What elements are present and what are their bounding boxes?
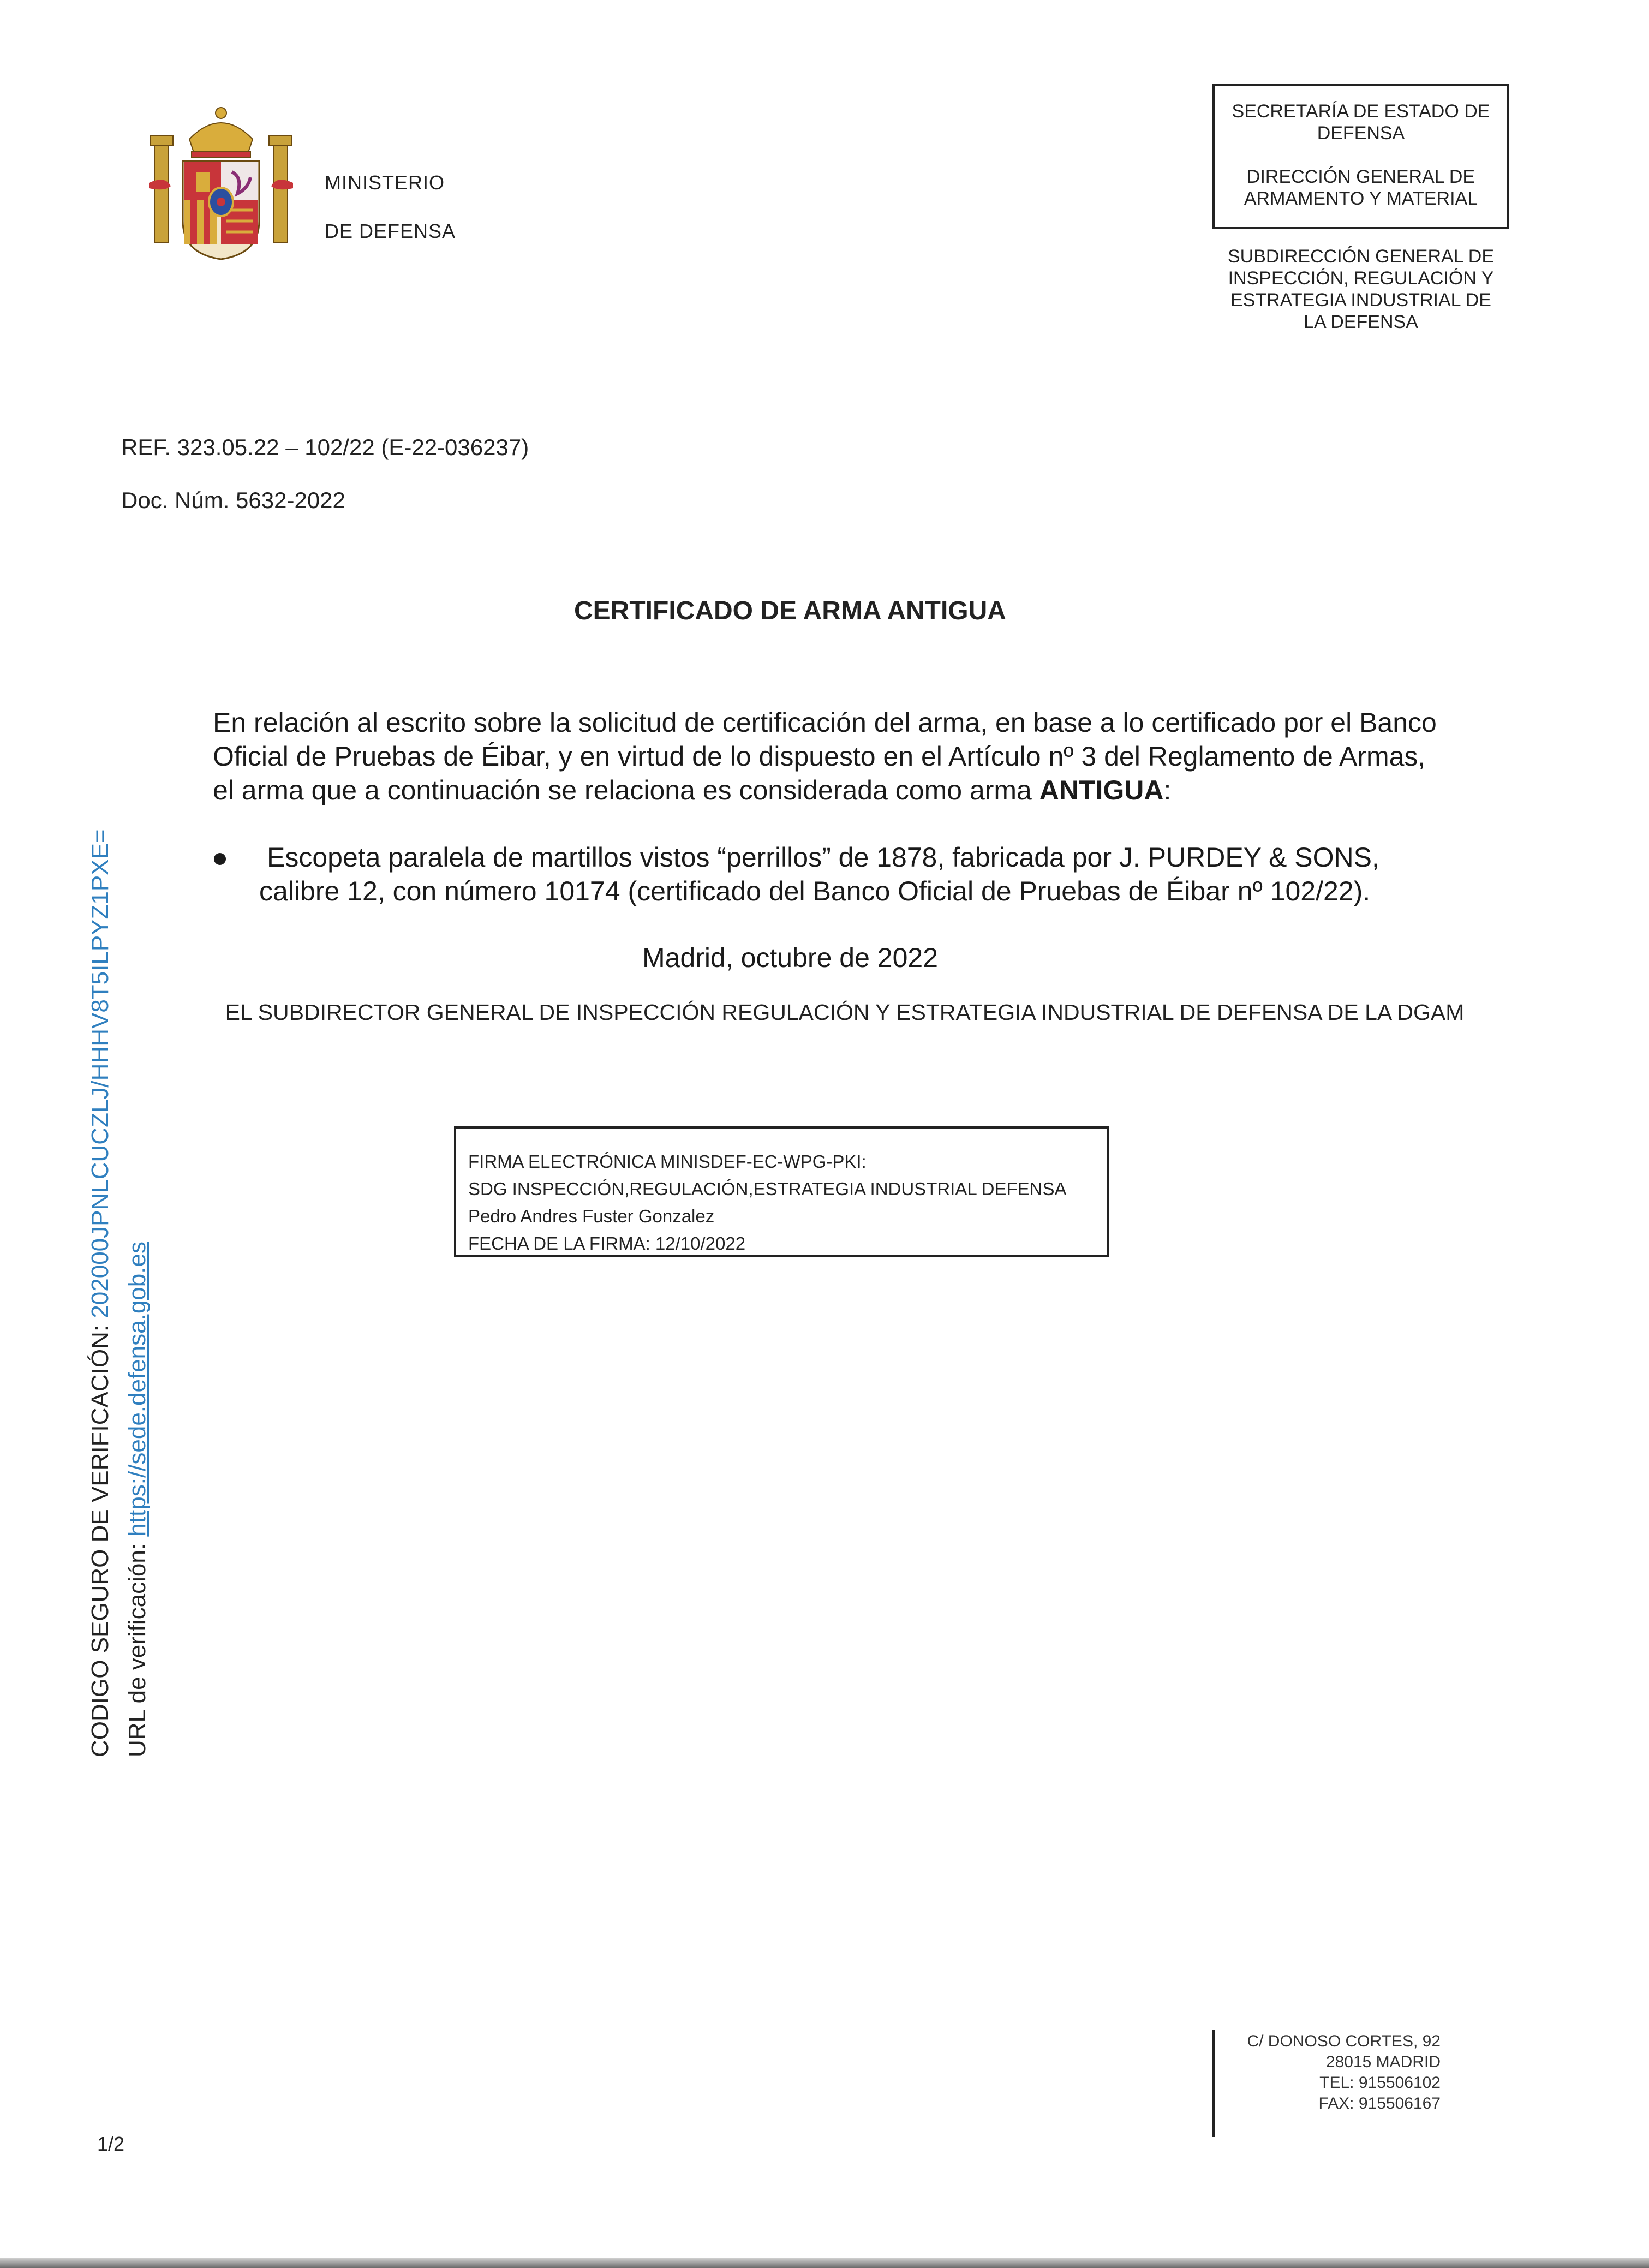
subdir-line: SUBDIRECCIÓN GENERAL DE [1227, 246, 1495, 267]
header-box-line: ARMAMENTO Y MATERIAL [1244, 188, 1478, 209]
header-box-line: DEFENSA [1317, 123, 1405, 144]
body-paragraph-end: : [1163, 775, 1172, 805]
place-and-date: Madrid, octubre de 2022 [642, 942, 939, 973]
header-box-line: DIRECCIÓN GENERAL DE [1246, 166, 1475, 187]
address-line: 28015 MADRID [1325, 2053, 1441, 2071]
coat-of-arms-logo [145, 101, 297, 270]
subdir-line: ESTRATEGIA INDUSTRIAL DE [1230, 290, 1491, 311]
address-line: C/ DONOSO CORTES, 92 [1247, 2032, 1441, 2050]
bullet-icon [214, 853, 226, 865]
reference-number: REF. 323.05.22 – 102/22 (E-22-036237) [121, 434, 529, 460]
verification-stamp [82, 829, 156, 1757]
body-paragraph [213, 706, 1446, 807]
signature-line: SDG INSPECCIÓN,REGULACIÓN,ESTRATEGIA INDUSTRIAL DEFENSA [468, 1179, 1067, 1199]
weapon-description-item: Escopeta paralela de martillos vistos “perrillos” de 1878, fabricada por J. PURDEY & SONS, calibre 12, con número 10174 (certificado del Banco Oficial de Pruebas de Éibar nº 102/22). [259, 842, 1379, 906]
body-emphasis: ANTIGUA [1039, 775, 1164, 805]
footer-address [1222, 2031, 1441, 2114]
address-divider [1212, 2030, 1215, 2137]
document-title: CERTIFICADO DE ARMA ANTIGUA [574, 596, 1006, 625]
page-number: 1/2 [97, 2133, 125, 2155]
header-box-line: SECRETARÍA DE ESTADO DE [1232, 101, 1490, 122]
url-line [119, 906, 156, 1757]
signer-title: EL SUBDIRECTOR GENERAL DE INSPECCIÓN REGULACIÓN Y ESTRATEGIA INDUSTRIAL DE DEFENSA DE LA DGAM [225, 1000, 1465, 1025]
subdir-line: LA DEFENSA [1304, 312, 1418, 332]
header-department-box [1212, 84, 1509, 229]
scan-edge-band [0, 2258, 1649, 2268]
ministry-name-line2: DE DEFENSA [325, 220, 456, 242]
signature-line: FECHA DE LA FIRMA: 12/10/2022 [468, 1233, 746, 1254]
verification-url-link[interactable]: https://sede.defensa.gob.es [124, 1242, 151, 1537]
document-number: Doc. Núm. 5632-2022 [121, 487, 345, 513]
address-line: FAX: 915506167 [1318, 2094, 1441, 2112]
address-line: TEL: 915506102 [1319, 2074, 1441, 2092]
csv-line [82, 829, 119, 1757]
url-label: URL de verificación: [124, 1543, 151, 1757]
electronic-signature-box [454, 1126, 1109, 1257]
csv-label: CODIGO SEGURO DE VERIFICACIÓN: [87, 1324, 113, 1757]
signature-line: FIRMA ELECTRÓNICA MINISDEF-EC-WPG-PKI: [468, 1151, 867, 1172]
subdirectorate-heading [1212, 246, 1509, 333]
subdir-line: INSPECCIÓN, REGULACIÓN Y [1228, 268, 1494, 289]
ministry-name-line1: MINISTERIO [325, 171, 445, 194]
signature-line: Pedro Andres Fuster Gonzalez [468, 1206, 715, 1226]
body-paragraph-text: En relación al escrito sobre la solicitud de certificación del arma, en base a lo certificado por el Banco Oficial de Pruebas de Éibar, y en virtud de lo dispuesto en el Artículo nº 3 del Reglamento de Armas, el arma que a continuación se relaciona es considerada como arma [213, 707, 1437, 805]
csv-code: 202000JPNLCUCZLJ/HHHV8T5ILPYZ1PXE= [87, 829, 113, 1318]
